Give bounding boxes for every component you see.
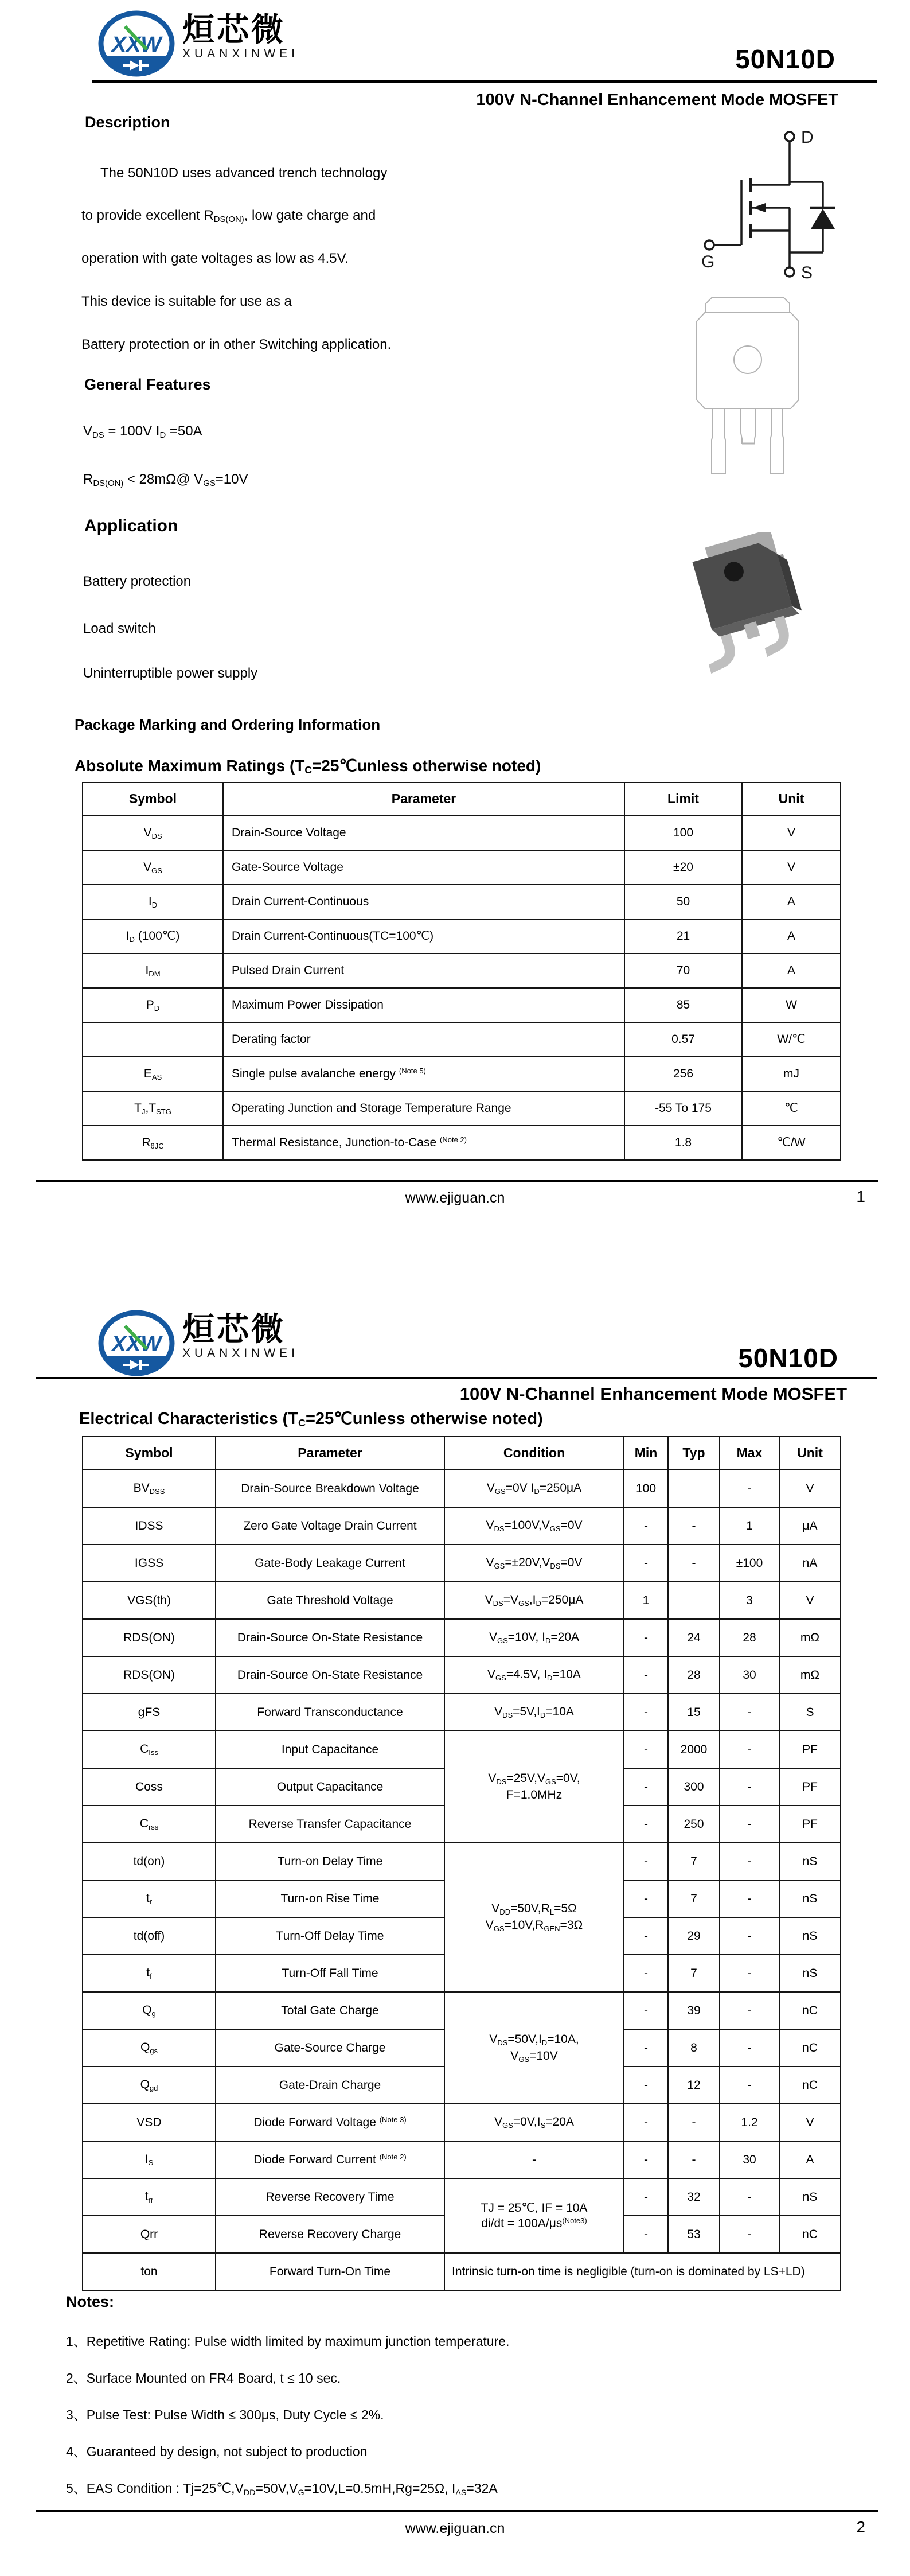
table-row <box>83 2178 841 2216</box>
cell-parameter: Reverse Recovery Charge <box>216 2216 444 2253</box>
col-max: Max <box>720 1437 779 1470</box>
cell-typ: 32 <box>668 2178 720 2216</box>
cell-min: - <box>624 1619 668 1656</box>
cell-note: Intrinsic turn-on time is negligible (turn-on is dominated by LS+LD) <box>444 2253 841 2290</box>
cell-typ: 250 <box>668 1805 720 1843</box>
cell-max: - <box>720 1843 779 1880</box>
cell-max: - <box>720 2029 779 2067</box>
cell-unit: A <box>742 954 841 988</box>
cell-unit: PF <box>779 1731 841 1768</box>
cell-unit: nS <box>779 1917 841 1955</box>
package-info-heading: Package Marking and Ordering Information <box>75 716 381 733</box>
cell-min: - <box>624 1768 668 1805</box>
cell-unit: ℃ <box>742 1091 841 1126</box>
cell-symbol: $t_f$ <box>83 1955 216 1992</box>
cell-parameter: Forward Transconductance <box>216 1694 444 1731</box>
cell-typ: - <box>668 1544 720 1582</box>
cell-condition: TJ = 25℃, IF = 10A $di/dt = 100A/\mu s^{(Note3)}$ <box>444 2178 624 2253</box>
description-heading: Description <box>85 114 170 131</box>
logo-cn-text: 烜芯微 <box>182 11 286 48</box>
cell-min: - <box>624 1544 668 1582</box>
cell-symbol: Coss <box>83 1768 216 1805</box>
cell-unit: V <box>742 816 841 850</box>
logo-oval-icon <box>96 10 177 78</box>
cell-condition: $V_{DS}=V_{GS},I_D=250\mu A$ <box>444 1582 624 1619</box>
page-number: 2 <box>856 2518 865 2536</box>
cell-unit: nA <box>779 1544 841 1582</box>
cell-parameter: Zero Gate Voltage Drain Current <box>216 1507 444 1544</box>
cell-condition: $V_{GS}=0V$ $I_D=250\mu A$ <box>444 1470 624 1507</box>
table-row <box>83 1843 841 1880</box>
cell-parameter: Gate-Source Voltage <box>223 850 624 885</box>
cell-min: - <box>624 1694 668 1731</box>
logo-monogram: XXW <box>111 33 162 57</box>
cell-symbol: $I_S$ <box>83 2141 216 2178</box>
cell-min: - <box>624 1843 668 1880</box>
table-row <box>83 1656 841 1694</box>
table-header-row <box>83 1437 841 1470</box>
cell-parameter: Reverse Transfer Capacitance <box>216 1805 444 1843</box>
cell-max: 28 <box>720 1619 779 1656</box>
cell-min: - <box>624 2104 668 2141</box>
table-row <box>83 1619 841 1656</box>
table-row <box>83 1582 841 1619</box>
cell-min: 1 <box>624 1582 668 1619</box>
logo-text-block <box>182 1313 299 1360</box>
cell-unit: A <box>742 885 841 919</box>
cell-limit: 85 <box>624 988 742 1022</box>
doc-subtitle: 100V N-Channel Enhancement Mode MOSFET <box>459 1384 847 1404</box>
cell-symbol: $E_{AS}$ <box>83 1057 223 1091</box>
col-unit: Unit <box>779 1437 841 1470</box>
cell-parameter: Gate-Source Charge <box>216 2029 444 2067</box>
note-item: 4、Guaranteed by design, not subject to production <box>66 2444 368 2459</box>
brand-logo <box>96 1310 177 1380</box>
cell-symbol: $Q_{gd}$ <box>83 2067 216 2104</box>
col-condition: Condition <box>444 1437 624 1470</box>
cell-unit: PF <box>779 1768 841 1805</box>
cell-symbol: $t_r$ <box>83 1880 216 1917</box>
package-outline-figure <box>691 295 804 485</box>
cell-parameter: Output Capacitance <box>216 1768 444 1805</box>
table-row <box>83 2104 841 2141</box>
cell-min: - <box>624 1731 668 1768</box>
cell-symbol: $I_{DM}$ <box>83 954 223 988</box>
cell-unit: nC <box>779 2067 841 2104</box>
cell-symbol: $I_D$ <box>83 885 223 919</box>
cell-parameter: Turn-Off Fall Time <box>216 1955 444 1992</box>
cell-condition: $V_{GS}=0V,I_S=20A$ <box>444 2104 624 2141</box>
cell-max: - <box>720 1992 779 2029</box>
table-row <box>83 1057 841 1091</box>
package-photo-figure <box>687 532 807 679</box>
cell-parameter: Reverse Recovery Time <box>216 2178 444 2216</box>
table-row <box>83 1126 841 1160</box>
cell-symbol: td(on) <box>83 1843 216 1880</box>
cell-typ <box>668 1470 720 1507</box>
cell-symbol: RDS(ON) <box>83 1619 216 1656</box>
col-parameter: Parameter <box>223 783 624 816</box>
logo-text-block <box>182 11 299 61</box>
cell-parameter: Derating factor <box>223 1022 624 1057</box>
cell-symbol: $R_{\theta JC}$ <box>83 1126 223 1160</box>
cell-symbol: Qrr <box>83 2216 216 2253</box>
description-line: operation with gate voltages as low as 4.5V. <box>81 251 349 266</box>
cell-symbol: $V_{GS}$ <box>83 850 223 885</box>
cell-parameter: Drain Current-Continuous(TC=100℃) <box>223 919 624 954</box>
cell-max: ±100 <box>720 1544 779 1582</box>
cell-condition: $V_{DS}=5V,I_D=10A$ <box>444 1694 624 1731</box>
cell-typ: 53 <box>668 2216 720 2253</box>
cell-symbol: gFS <box>83 1694 216 1731</box>
cell-unit: V <box>779 2104 841 2141</box>
cell-parameter: Thermal Resistance, Junction-to-Case $^{(Note 2)}$ <box>223 1126 624 1160</box>
cell-typ: 39 <box>668 1992 720 2029</box>
cell-typ: 28 <box>668 1656 720 1694</box>
cell-max: - <box>720 2178 779 2216</box>
cell-max: 30 <box>720 1656 779 1694</box>
cell-unit: mΩ <box>779 1619 841 1656</box>
cell-max: - <box>720 1768 779 1805</box>
cell-unit: nS <box>779 1880 841 1917</box>
page-2 <box>0 1288 910 2576</box>
cell-unit: μA <box>779 1507 841 1544</box>
cell-unit: nC <box>779 2029 841 2067</box>
cell-typ: 7 <box>668 1880 720 1917</box>
cell-parameter: Diode Forward Voltage $^{(Note 3)}$ <box>216 2104 444 2141</box>
table-row <box>83 850 841 885</box>
cell-condition: - <box>444 2141 624 2178</box>
cell-parameter: Turn-on Delay Time <box>216 1843 444 1880</box>
col-min: Min <box>624 1437 668 1470</box>
source-label: S <box>801 263 813 282</box>
cell-symbol: ton <box>83 2253 216 2290</box>
cell-max: - <box>720 1694 779 1731</box>
cell-parameter: Gate-Drain Charge <box>216 2067 444 2104</box>
cell-parameter: Operating Junction and Storage Temperature Range <box>223 1091 624 1126</box>
cell-max: - <box>720 2067 779 2104</box>
cell-unit: V <box>779 1470 841 1507</box>
cell-min: - <box>624 1880 668 1917</box>
cell-symbol: td(off) <box>83 1917 216 1955</box>
cell-limit: 50 <box>624 885 742 919</box>
cell-limit: 100 <box>624 816 742 850</box>
cell-condition: $V_{GS}=4.5V$, $I_D=10A$ <box>444 1656 624 1694</box>
cell-limit: 1.8 <box>624 1126 742 1160</box>
cell-min: - <box>624 2141 668 2178</box>
cell-parameter: Gate Threshold Voltage <box>216 1582 444 1619</box>
description-line: This device is suitable for use as a <box>81 294 292 309</box>
notes-heading: Notes: <box>66 2293 115 2310</box>
cell-unit: V <box>779 1582 841 1619</box>
cell-limit: 256 <box>624 1057 742 1091</box>
cell-typ: 8 <box>668 2029 720 2067</box>
cell-max: - <box>720 2216 779 2253</box>
part-number: 50N10D <box>735 44 835 74</box>
table-row <box>83 1544 841 1582</box>
table-header-row <box>83 783 841 816</box>
col-limit: Limit <box>624 783 742 816</box>
cell-symbol: $T_J,T_{STG}$ <box>83 1091 223 1126</box>
cell-symbol: $C_{rss}$ <box>83 1805 216 1843</box>
note-item: 2、Surface Mounted on FR4 Board, t ≤ 10 sec. <box>66 2371 341 2386</box>
cell-min: - <box>624 2178 668 2216</box>
cell-condition: $V_{DS}=100V,V_{GS}=0V$ <box>444 1507 624 1544</box>
logo-en-text: XUANXINWEI <box>182 1347 299 1360</box>
cell-parameter: Forward Turn-On Time <box>216 2253 444 2290</box>
cell-symbol: $Q_{gs}$ <box>83 2029 216 2067</box>
cell-typ <box>668 1582 720 1619</box>
cell-unit: S <box>779 1694 841 1731</box>
cell-typ: - <box>668 2141 720 2178</box>
cell-typ: - <box>668 1507 720 1544</box>
cell-symbol: $I_D$ (100℃) <box>83 919 223 954</box>
col-typ: Typ <box>668 1437 720 1470</box>
cell-min: - <box>624 1656 668 1694</box>
table-row <box>83 1022 841 1057</box>
cell-max: - <box>720 1470 779 1507</box>
cell-typ: 7 <box>668 1955 720 1992</box>
table-row <box>83 954 841 988</box>
application-item: Load switch <box>83 621 156 636</box>
cell-unit: nC <box>779 1992 841 2029</box>
cell-parameter: Input Capacitance <box>216 1731 444 1768</box>
cell-unit: mJ <box>742 1057 841 1091</box>
table-row <box>83 919 841 954</box>
col-symbol: Symbol <box>83 1437 216 1470</box>
cell-unit: A <box>742 919 841 954</box>
cell-unit: W/℃ <box>742 1022 841 1057</box>
abs-max-table <box>82 782 841 1161</box>
footer-url: www.ejiguan.cn <box>405 1190 505 1206</box>
cell-symbol: VGS(th) <box>83 1582 216 1619</box>
cell-symbol: $P_D$ <box>83 988 223 1022</box>
cell-min: - <box>624 2067 668 2104</box>
cell-symbol: $BV_{DSS}$ <box>83 1470 216 1507</box>
cell-typ: 2000 <box>668 1731 720 1768</box>
cell-condition: $V_{GS}=\pm 20V,V_{DS}=0V$ <box>444 1544 624 1582</box>
cell-max: - <box>720 1731 779 1768</box>
note-item: 3、Pulse Test: Pulse Width ≤ 300μs, Duty Cycle ≤ 2%. <box>66 2407 384 2422</box>
col-unit: Unit <box>742 783 841 816</box>
cell-unit: nS <box>779 1843 841 1880</box>
footer-rule <box>36 2510 878 2512</box>
application-item: Uninterruptible power supply <box>83 666 258 681</box>
cell-limit: -55 To 175 <box>624 1091 742 1126</box>
footer-url: www.ejiguan.cn <box>405 2520 505 2536</box>
cell-unit: A <box>779 2141 841 2178</box>
cell-typ: 24 <box>668 1619 720 1656</box>
cell-min: - <box>624 2216 668 2253</box>
cell-parameter: Maximum Power Dissipation <box>223 988 624 1022</box>
cell-unit: mΩ <box>779 1656 841 1694</box>
cell-parameter: Drain Current-Continuous <box>223 885 624 919</box>
cell-unit: nS <box>779 2178 841 2216</box>
cell-max: - <box>720 1880 779 1917</box>
cell-min: - <box>624 1992 668 2029</box>
cell-parameter: Pulsed Drain Current <box>223 954 624 988</box>
feature-line: $V_{DS} = 100V$ $I_D =50A$ <box>83 423 202 440</box>
cell-parameter: Turn-Off Delay Time <box>216 1917 444 1955</box>
cell-typ: 15 <box>668 1694 720 1731</box>
cell-min: - <box>624 2029 668 2067</box>
description-line: to provide excellent $R_{DS(ON)}$, low gate charge and <box>81 208 376 224</box>
cell-max: 3 <box>720 1582 779 1619</box>
cell-unit: V <box>742 850 841 885</box>
brand-logo <box>96 10 177 81</box>
cell-condition: $V_{GS}=10V$, $I_D=20A$ <box>444 1619 624 1656</box>
cell-max: - <box>720 1917 779 1955</box>
cell-parameter: Drain-Source On-State Resistance <box>216 1619 444 1656</box>
cell-unit: nS <box>779 1955 841 1992</box>
cell-max: 30 <box>720 2141 779 2178</box>
table-row <box>83 2141 841 2178</box>
doc-subtitle: 100V N-Channel Enhancement Mode MOSFET <box>476 91 838 109</box>
header-rule <box>92 80 877 83</box>
cell-limit: 0.57 <box>624 1022 742 1057</box>
cell-min: - <box>624 1507 668 1544</box>
cell-limit: 21 <box>624 919 742 954</box>
cell-typ: 7 <box>668 1843 720 1880</box>
cell-symbol: $V_{DS}$ <box>83 816 223 850</box>
abs-max-heading: Absolute Maximum Ratings ($T_C=25℃unless$ otherwise noted) <box>75 757 541 776</box>
cell-max: - <box>720 1955 779 1992</box>
general-features-heading: General Features <box>84 376 211 393</box>
application-heading: Application <box>84 516 178 535</box>
cell-unit: PF <box>779 1805 841 1843</box>
gate-label: G <box>701 252 715 271</box>
logo-cn-text: 烜芯微 <box>182 1311 286 1347</box>
cell-symbol: VSD <box>83 2104 216 2141</box>
mosfet-symbol-figure <box>679 127 874 283</box>
cell-parameter: Turn-on Rise Time <box>216 1880 444 1917</box>
application-item: Battery protection <box>83 574 192 589</box>
cell-symbol: IGSS <box>83 1544 216 1582</box>
cell-condition: $V_{DS}=50V,I_D=10A$, $V_{GS}=10V$ <box>444 1992 624 2104</box>
logo-oval-icon <box>96 1310 177 1378</box>
table-row <box>83 1091 841 1126</box>
table-row <box>83 1992 841 2029</box>
feature-line: $R_{DS(ON)}$ < 28mΩ@ $V_{GS}=10V$ <box>83 472 248 488</box>
cell-unit: ℃/W <box>742 1126 841 1160</box>
cell-min: - <box>624 1805 668 1843</box>
cell-min: 100 <box>624 1470 668 1507</box>
cell-symbol <box>83 1022 223 1057</box>
cell-limit: ±20 <box>624 850 742 885</box>
drain-label: D <box>801 128 814 147</box>
footer-rule <box>36 1180 878 1182</box>
cell-parameter: Drain-Source Breakdown Voltage <box>216 1470 444 1507</box>
table-row <box>83 1731 841 1768</box>
cell-max: 1 <box>720 1507 779 1544</box>
table-row <box>83 1694 841 1731</box>
cell-parameter: Total Gate Charge <box>216 1992 444 2029</box>
description-line: The 50N10D uses advanced trench technology <box>100 165 388 181</box>
cell-symbol: $t_{rr}$ <box>83 2178 216 2216</box>
col-parameter: Parameter <box>216 1437 444 1470</box>
cell-typ: - <box>668 2104 720 2141</box>
cell-condition: $V_{DD}=50V,R_L=5\Omega$ $V_{GS}=10V,R_{GEN}=3\Omega$ <box>444 1843 624 1992</box>
cell-parameter: Drain-Source Voltage <box>223 816 624 850</box>
cell-parameter: Drain-Source On-State Resistance <box>216 1656 444 1694</box>
table-row <box>83 1507 841 1544</box>
logo-en-text: XUANXINWEI <box>182 47 299 60</box>
cell-typ: 300 <box>668 1768 720 1805</box>
cell-symbol: $C_{Iss}$ <box>83 1731 216 1768</box>
cell-typ: 12 <box>668 2067 720 2104</box>
cell-limit: 70 <box>624 954 742 988</box>
note-item: 1、Repetitive Rating: Pulse width limited by maximum junction temperature. <box>66 2334 510 2349</box>
header-rule <box>36 1377 877 1379</box>
cell-symbol: $Q_g$ <box>83 1992 216 2029</box>
logo-monogram: XXW <box>111 1332 162 1356</box>
description-line: Battery protection or in other Switching application. <box>81 337 392 352</box>
cell-parameter: Single pulse avalanche energy $^{(Note 5)}$ <box>223 1057 624 1091</box>
cell-unit: nC <box>779 2216 841 2253</box>
col-symbol: Symbol <box>83 783 223 816</box>
cell-min: - <box>624 1955 668 1992</box>
cell-max: 1.2 <box>720 2104 779 2141</box>
cell-min: - <box>624 1917 668 1955</box>
cell-max: - <box>720 1805 779 1843</box>
cell-typ: 29 <box>668 1917 720 1955</box>
part-number: 50N10D <box>738 1343 838 1373</box>
note-item: 5、EAS Condition : $Tj=25℃,V_{DD}=50V,V_G=10V,L=0.5mH,Rg=25\Omega$, $I_{AS}=32A$ <box>66 2481 498 2497</box>
electrical-characteristics-table <box>82 1436 841 2291</box>
electrical-characteristics-heading: Electrical Characteristics ($T_C=25℃unless$ otherwise noted) <box>79 1410 543 1429</box>
page-number: 1 <box>856 1188 865 1205</box>
table-row <box>83 988 841 1022</box>
cell-parameter: Gate-Body Leakage Current <box>216 1544 444 1582</box>
table-row <box>83 1470 841 1507</box>
cell-condition: $V_{DS}=25V,V_{GS}=0V$, F=1.0MHz <box>444 1731 624 1843</box>
cell-symbol: IDSS <box>83 1507 216 1544</box>
table-row <box>83 816 841 850</box>
cell-parameter: Diode Forward Current $^{(Note 2)}$ <box>216 2141 444 2178</box>
cell-symbol: RDS(ON) <box>83 1656 216 1694</box>
table-row <box>83 885 841 919</box>
table-row <box>83 2253 841 2290</box>
cell-unit: W <box>742 988 841 1022</box>
